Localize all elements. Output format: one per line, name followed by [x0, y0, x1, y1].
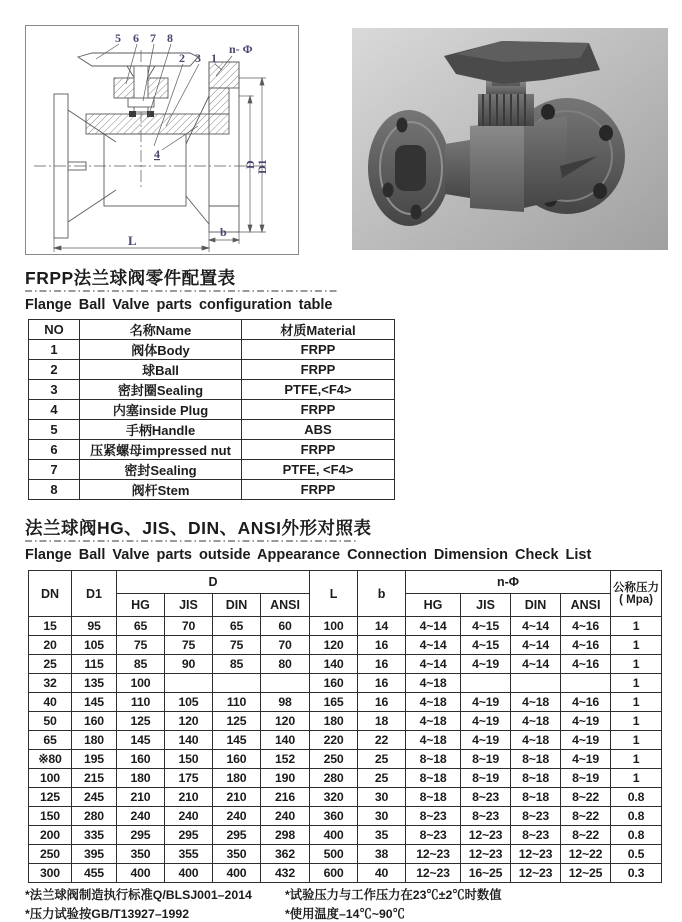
part-label-2: 2 [179, 51, 185, 65]
parts-table-row [29, 440, 395, 460]
d-din-cell: 240 [213, 807, 261, 826]
dimension-table-row [29, 845, 662, 864]
dim-header-row-1 [29, 571, 662, 594]
n-ansi-cell [561, 674, 611, 693]
l-cell: 160 [310, 674, 358, 693]
b-cell: 30 [358, 807, 406, 826]
part-no-cell: 2 [29, 360, 80, 380]
d-hg-cell: 110 [117, 693, 165, 712]
d-jis-cell: 175 [165, 769, 213, 788]
figures-row [25, 25, 682, 255]
pressure-cell: 0.8 [611, 807, 662, 826]
d-ansi-cell: 240 [261, 807, 310, 826]
l-cell: 165 [310, 693, 358, 712]
n-ansi-cell: 12~25 [561, 864, 611, 883]
d-hg-cell: 145 [117, 731, 165, 750]
d-hg-cell: 295 [117, 826, 165, 845]
b-cell: 25 [358, 769, 406, 788]
b-cell: 25 [358, 750, 406, 769]
pressure-cell: 0.8 [611, 788, 662, 807]
col-header-n-hg: HG [406, 594, 461, 617]
dn-cell: 32 [29, 674, 72, 693]
dimension-title-cn: 法兰球阀HG、JIS、DIN、ANSI外形对照表 [25, 518, 372, 538]
n-jis-cell: 8~19 [461, 769, 511, 788]
parts-table-row [29, 380, 395, 400]
b-cell: 16 [358, 655, 406, 674]
n-din-cell: 8~23 [511, 826, 561, 845]
l-cell: 500 [310, 845, 358, 864]
n-hg-cell: 12~23 [406, 864, 461, 883]
part-no-cell: 4 [29, 400, 80, 420]
n-jis-cell: 8~23 [461, 788, 511, 807]
part-material-cell: ABS [242, 420, 395, 440]
d-ansi-cell: 70 [261, 636, 310, 655]
d1-cell: 95 [72, 617, 117, 636]
part-name-cell: 密封圈Sealing [80, 380, 242, 400]
n-din-cell: 8~23 [511, 807, 561, 826]
d-hg-cell: 240 [117, 807, 165, 826]
d1-cell: 245 [72, 788, 117, 807]
d-din-cell: 295 [213, 826, 261, 845]
part-label-1: 1 [211, 51, 217, 65]
note-standard: *法兰球阀制造执行标准Q/BLSJ001–2014 [25, 888, 252, 902]
dim-label-d: D [243, 160, 257, 169]
l-cell: 120 [310, 636, 358, 655]
l-cell: 320 [310, 788, 358, 807]
n-din-cell: 4~14 [511, 655, 561, 674]
n-hg-cell: 4~18 [406, 693, 461, 712]
n-din-cell [511, 674, 561, 693]
col-header-d-din: DIN [213, 594, 261, 617]
pressure-cell: 1 [611, 655, 662, 674]
part-material-cell: FRPP [242, 480, 395, 500]
part-name-cell: 阀杆Stem [80, 480, 242, 500]
d-hg-cell: 75 [117, 636, 165, 655]
note-temperature: *使用温度–14℃~90℃ [285, 907, 405, 921]
dn-cell: 25 [29, 655, 72, 674]
b-cell: 16 [358, 636, 406, 655]
part-material-cell: FRPP [242, 440, 395, 460]
col-header-dn: DN [29, 571, 72, 617]
n-hg-cell: 8~23 [406, 826, 461, 845]
part-label-6: 6 [133, 31, 139, 45]
dimension-table-row [29, 617, 662, 636]
dn-cell: 50 [29, 712, 72, 731]
d1-cell: 455 [72, 864, 117, 883]
n-ansi-cell: 8~19 [561, 769, 611, 788]
part-name-cell: 阀体Body [80, 340, 242, 360]
part-no-cell: 5 [29, 420, 80, 440]
dimension-section-heading [25, 518, 682, 564]
d-jis-cell: 240 [165, 807, 213, 826]
n-ansi-cell: 8~22 [561, 788, 611, 807]
dimension-check-table [28, 570, 662, 883]
n-din-cell: 12~23 [511, 864, 561, 883]
valve-photo-svg [352, 28, 668, 250]
dn-cell: 100 [29, 769, 72, 788]
parts-section-heading [25, 268, 682, 314]
dimension-table-row [29, 674, 662, 693]
n-jis-cell: 4~19 [461, 731, 511, 750]
pressure-cell: 1 [611, 674, 662, 693]
parts-configuration-table [28, 319, 395, 500]
b-cell: 16 [358, 674, 406, 693]
dimension-table-row [29, 731, 662, 750]
d1-cell: 160 [72, 712, 117, 731]
dn-cell: 40 [29, 693, 72, 712]
pressure-label-cn: 公称压力 [613, 581, 660, 594]
n-jis-cell: 4~19 [461, 712, 511, 731]
n-ansi-cell: 12~22 [561, 845, 611, 864]
dim-label-b: b [220, 225, 227, 239]
n-din-cell: 12~23 [511, 845, 561, 864]
n-ansi-cell: 4~19 [561, 731, 611, 750]
n-ansi-cell: 4~16 [561, 636, 611, 655]
col-header-n-jis: JIS [461, 594, 511, 617]
dn-cell: 300 [29, 864, 72, 883]
part-name-cell: 密封Sealing [80, 460, 242, 480]
n-hg-cell: 4~18 [406, 731, 461, 750]
footer-notes [25, 888, 682, 922]
dim-label-d1: D1 [255, 159, 269, 174]
dimension-title-en: Flange Ball Valve parts outside Appearance Connection Dimension Check List [25, 547, 592, 563]
parts-table-row [29, 400, 395, 420]
d-din-cell: 85 [213, 655, 261, 674]
dn-cell: 20 [29, 636, 72, 655]
divider [25, 540, 357, 542]
b-cell: 18 [358, 712, 406, 731]
part-name-cell: 压紧螺母impressed nut [80, 440, 242, 460]
d-hg-cell: 180 [117, 769, 165, 788]
pressure-cell: 1 [611, 750, 662, 769]
n-jis-cell [461, 674, 511, 693]
d-hg-cell: 125 [117, 712, 165, 731]
b-cell: 16 [358, 693, 406, 712]
pressure-unit: ( Mpa) [619, 593, 653, 606]
parts-table-row [29, 340, 395, 360]
d-ansi-cell: 80 [261, 655, 310, 674]
l-cell: 250 [310, 750, 358, 769]
d-jis-cell: 75 [165, 636, 213, 655]
d-din-cell: 145 [213, 731, 261, 750]
d-jis-cell [165, 674, 213, 693]
pressure-cell: 0.5 [611, 845, 662, 864]
b-cell: 22 [358, 731, 406, 750]
col-header-n-din: DIN [511, 594, 561, 617]
part-material-cell: PTFE, <F4> [242, 460, 395, 480]
n-din-cell: 8~18 [511, 769, 561, 788]
part-name-cell: 手柄Handle [80, 420, 242, 440]
part-material-cell: FRPP [242, 360, 395, 380]
parts-title-cn: FRPP法兰球阀零件配置表 [25, 268, 236, 288]
n-ansi-cell: 4~19 [561, 750, 611, 769]
n-jis-cell: 12~23 [461, 845, 511, 864]
col-header-material: 材质Material [242, 320, 395, 340]
n-hg-cell: 4~18 [406, 674, 461, 693]
valve-section-svg [26, 26, 298, 254]
part-no-cell: 8 [29, 480, 80, 500]
pressure-cell: 1 [611, 617, 662, 636]
part-label-5: 5 [115, 31, 121, 45]
b-cell: 38 [358, 845, 406, 864]
part-material-cell: FRPP [242, 400, 395, 420]
n-ansi-cell: 4~16 [561, 617, 611, 636]
l-cell: 400 [310, 826, 358, 845]
n-hg-cell: 8~18 [406, 788, 461, 807]
d1-cell: 280 [72, 807, 117, 826]
pressure-cell: 1 [611, 712, 662, 731]
d-ansi-cell: 60 [261, 617, 310, 636]
n-jis-cell: 4~15 [461, 617, 511, 636]
col-group-d: D [117, 571, 310, 594]
l-cell: 280 [310, 769, 358, 788]
d-din-cell: 210 [213, 788, 261, 807]
d-ansi-cell: 190 [261, 769, 310, 788]
l-cell: 360 [310, 807, 358, 826]
d-din-cell [213, 674, 261, 693]
parts-table-row [29, 480, 395, 500]
part-label-8: 8 [167, 31, 173, 45]
pressure-cell: 1 [611, 636, 662, 655]
b-cell: 14 [358, 617, 406, 636]
n-ansi-cell: 8~22 [561, 826, 611, 845]
n-jis-cell: 12~23 [461, 826, 511, 845]
d1-cell: 145 [72, 693, 117, 712]
pressure-cell: 0.8 [611, 826, 662, 845]
n-hg-cell: 12~23 [406, 845, 461, 864]
d-din-cell: 160 [213, 750, 261, 769]
dimension-table-row [29, 636, 662, 655]
note-pressure-test-standard: *压力试验按GB/T13927–1992 [25, 907, 190, 921]
n-din-cell: 4~18 [511, 712, 561, 731]
part-no-cell: 1 [29, 340, 80, 360]
n-jis-cell: 4~15 [461, 636, 511, 655]
n-jis-cell: 8~19 [461, 750, 511, 769]
n-jis-cell: 4~19 [461, 655, 511, 674]
n-jis-cell: 8~23 [461, 807, 511, 826]
n-din-cell: 8~18 [511, 788, 561, 807]
dimension-table-row [29, 788, 662, 807]
col-header-d1: D1 [72, 571, 117, 617]
d-hg-cell: 210 [117, 788, 165, 807]
part-name-cell: 内塞inside Plug [80, 400, 242, 420]
d-jis-cell: 295 [165, 826, 213, 845]
d1-cell: 135 [72, 674, 117, 693]
d-hg-cell: 85 [117, 655, 165, 674]
parts-table-row [29, 460, 395, 480]
d-jis-cell: 400 [165, 864, 213, 883]
note-test-pressure: *试验压力与工作压力在23℃±2℃时数值 [285, 888, 502, 902]
parts-title-en: Flange Ball Valve parts configuration table [25, 297, 333, 313]
pressure-cell: 1 [611, 769, 662, 788]
n-din-cell: 8~18 [511, 750, 561, 769]
part-no-cell: 6 [29, 440, 80, 460]
col-header-b: b [358, 571, 406, 617]
d-ansi-cell: 432 [261, 864, 310, 883]
d-jis-cell: 210 [165, 788, 213, 807]
part-label-3: 3 [195, 51, 201, 65]
d1-cell: 115 [72, 655, 117, 674]
d-hg-cell: 160 [117, 750, 165, 769]
d-din-cell: 400 [213, 864, 261, 883]
part-name-cell: 球Ball [80, 360, 242, 380]
dimension-table-row [29, 769, 662, 788]
pressure-cell: 1 [611, 693, 662, 712]
d-ansi-cell [261, 674, 310, 693]
d-jis-cell: 90 [165, 655, 213, 674]
d-jis-cell: 150 [165, 750, 213, 769]
d-ansi-cell: 216 [261, 788, 310, 807]
parts-header-row [29, 320, 395, 340]
dimension-table-row [29, 826, 662, 845]
n-hg-cell: 8~18 [406, 750, 461, 769]
dn-cell: 125 [29, 788, 72, 807]
d-ansi-cell: 152 [261, 750, 310, 769]
d-din-cell: 65 [213, 617, 261, 636]
bolt-count-label: n- Φ [229, 42, 253, 56]
pressure-cell: 0.3 [611, 864, 662, 883]
n-jis-cell: 16~25 [461, 864, 511, 883]
dn-cell: ※80 [29, 750, 72, 769]
part-no-cell: 7 [29, 460, 80, 480]
d1-cell: 180 [72, 731, 117, 750]
d-jis-cell: 105 [165, 693, 213, 712]
col-header-n-ansi: ANSI [561, 594, 611, 617]
n-din-cell: 4~14 [511, 617, 561, 636]
d1-cell: 395 [72, 845, 117, 864]
n-ansi-cell: 8~22 [561, 807, 611, 826]
dn-cell: 65 [29, 731, 72, 750]
part-material-cell: FRPP [242, 340, 395, 360]
dimension-table-row [29, 712, 662, 731]
n-ansi-cell: 4~16 [561, 655, 611, 674]
dim-label-l: L [128, 233, 137, 248]
d-jis-cell: 140 [165, 731, 213, 750]
l-cell: 100 [310, 617, 358, 636]
n-hg-cell: 4~18 [406, 712, 461, 731]
d-hg-cell: 65 [117, 617, 165, 636]
col-header-pressure [611, 571, 662, 617]
b-cell: 40 [358, 864, 406, 883]
n-din-cell: 4~14 [511, 636, 561, 655]
d-jis-cell: 120 [165, 712, 213, 731]
n-din-cell: 4~18 [511, 693, 561, 712]
d-ansi-cell: 120 [261, 712, 310, 731]
d-hg-cell: 350 [117, 845, 165, 864]
dimension-table-row [29, 693, 662, 712]
col-header-no: NO [29, 320, 80, 340]
dimension-table-row [29, 807, 662, 826]
parts-table-row [29, 360, 395, 380]
d1-cell: 105 [72, 636, 117, 655]
col-header-d-hg: HG [117, 594, 165, 617]
dn-cell: 250 [29, 845, 72, 864]
dimension-table-row [29, 864, 662, 883]
part-label-7: 7 [150, 31, 156, 45]
parts-table-row [29, 420, 395, 440]
b-cell: 35 [358, 826, 406, 845]
d1-cell: 195 [72, 750, 117, 769]
dn-cell: 15 [29, 617, 72, 636]
b-cell: 30 [358, 788, 406, 807]
d-din-cell: 350 [213, 845, 261, 864]
d-ansi-cell: 140 [261, 731, 310, 750]
n-ansi-cell: 4~19 [561, 712, 611, 731]
dimension-table-row [29, 750, 662, 769]
l-cell: 140 [310, 655, 358, 674]
d-din-cell: 75 [213, 636, 261, 655]
col-header-name: 名称Name [80, 320, 242, 340]
d-ansi-cell: 362 [261, 845, 310, 864]
n-hg-cell: 8~18 [406, 769, 461, 788]
d-jis-cell: 355 [165, 845, 213, 864]
d-jis-cell: 70 [165, 617, 213, 636]
col-header-d-jis: JIS [165, 594, 213, 617]
col-group-n-phi: n-Φ [406, 571, 611, 594]
col-header-d-ansi: ANSI [261, 594, 310, 617]
n-ansi-cell: 4~16 [561, 693, 611, 712]
d1-cell: 335 [72, 826, 117, 845]
n-hg-cell: 4~14 [406, 617, 461, 636]
part-material-cell: PTFE,<F4> [242, 380, 395, 400]
d-din-cell: 110 [213, 693, 261, 712]
n-hg-cell: 8~23 [406, 807, 461, 826]
dimension-table-row [29, 655, 662, 674]
part-no-cell: 3 [29, 380, 80, 400]
d-din-cell: 180 [213, 769, 261, 788]
valve-product-photo [352, 28, 668, 250]
d-hg-cell: 100 [117, 674, 165, 693]
d-hg-cell: 400 [117, 864, 165, 883]
dn-cell: 200 [29, 826, 72, 845]
part-label-4: 4 [154, 147, 160, 161]
pressure-cell: 1 [611, 731, 662, 750]
n-din-cell: 4~18 [511, 731, 561, 750]
d-ansi-cell: 98 [261, 693, 310, 712]
d1-cell: 215 [72, 769, 117, 788]
d-ansi-cell: 298 [261, 826, 310, 845]
n-hg-cell: 4~14 [406, 636, 461, 655]
dn-cell: 150 [29, 807, 72, 826]
l-cell: 220 [310, 731, 358, 750]
l-cell: 180 [310, 712, 358, 731]
d-din-cell: 125 [213, 712, 261, 731]
divider [25, 290, 337, 292]
l-cell: 600 [310, 864, 358, 883]
valve-technical-drawing [25, 25, 299, 255]
n-jis-cell: 4~19 [461, 693, 511, 712]
n-hg-cell: 4~14 [406, 655, 461, 674]
col-header-l: L [310, 571, 358, 617]
